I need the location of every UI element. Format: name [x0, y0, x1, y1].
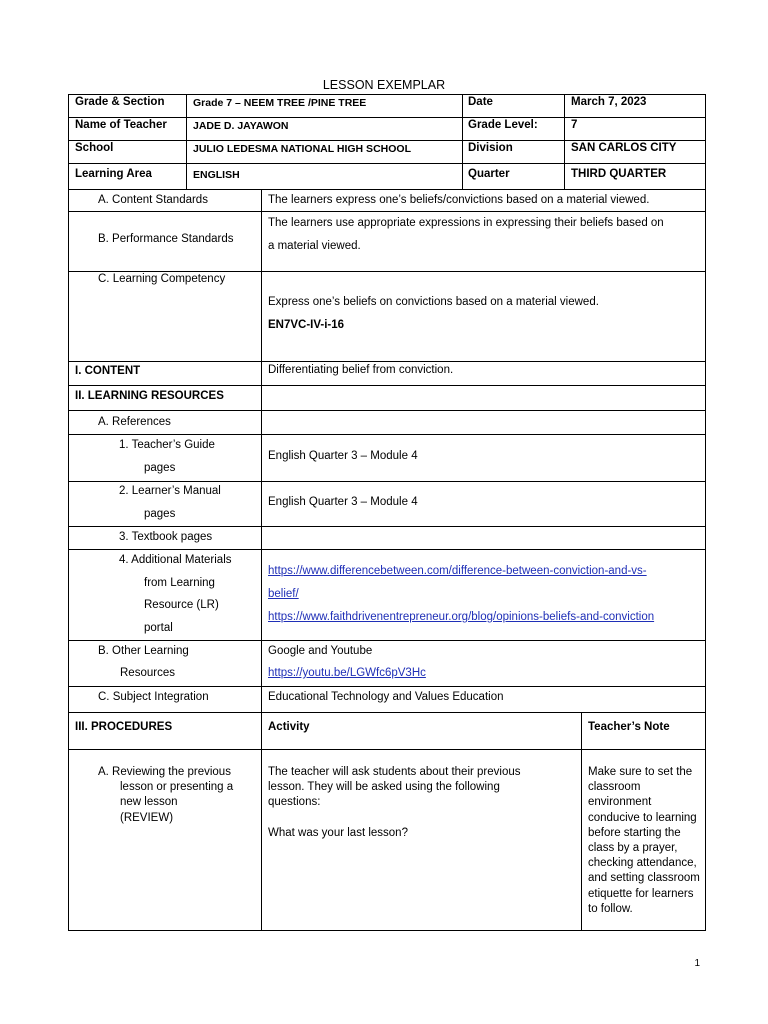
performance-standards-label: B. Performance Standards	[98, 233, 234, 245]
school-value: JULIO LEDESMA NATIONAL HIGH SCHOOL	[193, 143, 411, 155]
review-step-line2: lesson or presenting a	[120, 781, 234, 794]
learning-competency-label: C. Learning Competency	[98, 273, 226, 285]
content-value: Differentiating belief from conviction.	[268, 364, 454, 376]
grade-level-value: 7	[571, 119, 578, 131]
additional-materials-label-2: from Learning	[144, 577, 215, 589]
learning-competency-value: Express one’s beliefs on convictions based on a material viewed.	[268, 296, 599, 308]
other-resources-label: B. Other Learning	[98, 645, 189, 657]
grade-section-value: Grade 7 – NEEM TREE /PINE TREE	[193, 97, 367, 109]
subject-integration-value: Educational Technology and Values Education	[268, 691, 504, 703]
review-teachers-note: Make sure to set the classroom environment conducive to learning before starting the class by a prayer, checking attendance, and setting classroom etiquette for learners to follow.	[588, 766, 700, 915]
review-activity-line1: The teacher will ask students about their previous	[268, 766, 521, 778]
division-value: SAN CARLOS CITY	[571, 142, 677, 154]
other-resources-label-2: Resources	[120, 667, 175, 679]
quarter-value: THIRD QUARTER	[571, 168, 667, 180]
page-title: LESSON EXEMPLAR	[322, 78, 446, 92]
content-standards-label: A. Content Standards	[98, 194, 208, 206]
teachers-guide-label: 1. Teacher’s Guide	[119, 439, 215, 451]
youtube-link[interactable]: https://youtu.be/LGWfc6pV3Hc	[268, 667, 426, 679]
performance-standards-line2: a material viewed.	[268, 240, 361, 252]
textbook-pages-label: 3. Textbook pages	[119, 531, 213, 543]
teachers-guide-value: English Quarter 3 – Module 4	[268, 450, 418, 462]
subject-integration-label: C. Subject Integration	[98, 691, 209, 703]
school-label: School	[75, 142, 114, 154]
additional-materials-label: 4. Additional Materials	[119, 554, 232, 566]
review-step-line1: A. Reviewing the previous	[98, 766, 231, 778]
review-step-line3: new lesson	[120, 796, 178, 809]
other-resources-value: Google and Youtube	[268, 645, 373, 657]
activity-column-header: Activity	[268, 721, 310, 733]
difference-between-link[interactable]: https://www.differencebetween.com/difference-between-conviction-and-vs-	[268, 565, 647, 577]
quarter-label: Quarter	[468, 168, 510, 180]
grade-section-label: Grade & Section	[75, 96, 165, 108]
page-number: 1	[694, 958, 700, 969]
review-activity-line3: questions:	[268, 796, 321, 809]
additional-materials-label-3: Resource (LR)	[144, 599, 219, 611]
learning-resources-heading: II. LEARNING RESOURCES	[75, 390, 224, 402]
learners-manual-label: 2. Learner’s Manual	[119, 485, 221, 497]
additional-materials-label-4: portal	[144, 622, 173, 634]
learners-manual-value: English Quarter 3 – Module 4	[268, 496, 418, 508]
difference-between-link-2[interactable]: belief/	[268, 588, 299, 600]
content-standards-value: The learners express one’s beliefs/convictions based on a material viewed.	[268, 194, 650, 206]
content-heading: I. CONTENT	[75, 365, 141, 377]
teachers-note-column-header: Teacher’s Note	[588, 721, 670, 733]
faith-driven-link[interactable]: https://www.faithdrivenentrepreneur.org/blog/opinions-beliefs-and-conviction	[268, 611, 655, 623]
teacher-value: JADE D. JAYAWON	[193, 120, 289, 132]
review-step-line4: (REVIEW)	[120, 811, 174, 824]
learning-area-label: Learning Area	[75, 168, 152, 180]
review-activity	[268, 765, 578, 841]
date-value: March 7, 2023	[571, 96, 647, 108]
review-step-label	[98, 765, 258, 826]
procedures-heading: III. PROCEDURES	[75, 721, 173, 733]
references-label: A. References	[98, 416, 171, 428]
learning-competency-code: EN7VC-IV-i-16	[268, 319, 345, 331]
teacher-label: Name of Teacher	[75, 119, 167, 131]
learners-manual-label-2: pages	[144, 508, 176, 520]
teachers-guide-label-2: pages	[144, 462, 176, 474]
review-activity-question: What was your last lesson?	[268, 826, 408, 839]
division-label: Division	[468, 142, 513, 154]
review-activity-line2: lesson. They will be asked using the following	[268, 781, 500, 794]
performance-standards-line1: The learners use appropriate expressions in expressing their beliefs based on	[268, 217, 664, 229]
date-label: Date	[468, 96, 493, 108]
grade-level-label: Grade Level:	[468, 119, 538, 131]
learning-area-value: ENGLISH	[193, 169, 240, 181]
